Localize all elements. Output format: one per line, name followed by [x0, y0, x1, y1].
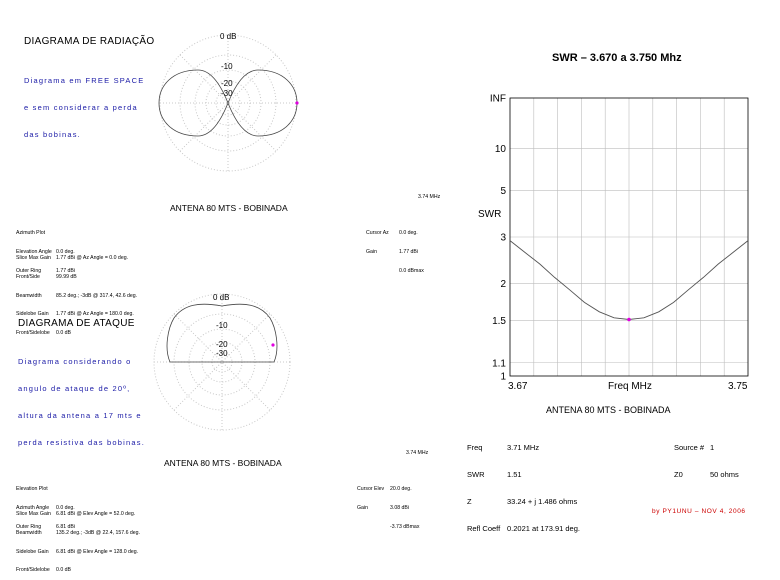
- param-key: Sidelobe Gain: [16, 548, 49, 555]
- param-key: Elevation Angle: [16, 249, 52, 256]
- swr-y-tick-label: 1: [500, 371, 506, 383]
- azimuth-polar-plot: [150, 28, 310, 198]
- param-key: Gain: [366, 249, 377, 256]
- info-value: 0.2021 at 173.91 deg.: [507, 524, 580, 533]
- param-value: 1.77 dBi: [399, 249, 419, 256]
- param-key: Front/Sidelobe: [16, 329, 50, 336]
- radiation-note: [24, 58, 144, 148]
- attack-freq: 3.74 MHz: [406, 450, 429, 456]
- swr-y-tick-label: 1.5: [492, 315, 506, 327]
- param-key: Elevation Plot: [16, 486, 48, 493]
- radiation-plot-title: ANTENA 80 MTS - BOBINADA: [170, 203, 288, 213]
- azimuth-ring-label: -10: [221, 62, 233, 71]
- param-row: [366, 249, 424, 255]
- param-row: [16, 530, 140, 536]
- swr-y-tick-label: 2: [500, 278, 506, 290]
- param-row: [16, 330, 137, 336]
- info-value: 1.51: [507, 470, 522, 479]
- info-row: [467, 524, 580, 533]
- param-key: Gain: [357, 505, 368, 512]
- swr-x-tick-label: 3.75: [728, 381, 748, 392]
- param-key: Outer Ring: [16, 267, 42, 274]
- attack-params-b: [16, 499, 140, 580]
- param-value: 0.0 dBmax: [399, 267, 424, 274]
- param-key: Sidelobe Gain: [16, 311, 49, 318]
- swr-chart-title: ANTENA 80 MTS - BOBINADA: [546, 405, 671, 415]
- swr-y-ticks: [490, 94, 507, 383]
- param-key: Slice Max Gain: [16, 511, 51, 518]
- param-key: Front/Sidelobe: [16, 567, 50, 574]
- info-key: SWR: [467, 470, 485, 479]
- param-value: 85.2 deg.; -3dB @ 317.4, 42.6 deg.: [56, 292, 138, 299]
- info-row: [467, 497, 580, 506]
- param-row: [16, 567, 140, 573]
- azimuth-ring-label: 0 dB: [220, 32, 237, 41]
- param-row: [16, 486, 75, 492]
- elevation-ring-label: -30: [216, 349, 228, 358]
- param-key: Slice Max Gain: [16, 255, 51, 262]
- radiation-note-line: Diagrama em FREE SPACE: [24, 76, 145, 85]
- param-value: 0.0 dB: [56, 329, 71, 336]
- attack-note-line: angulo de ataque de 20º,: [18, 384, 131, 393]
- radiation-heading: DIAGRAMA DE RADIAÇÃO: [24, 36, 155, 47]
- param-row: [16, 549, 140, 555]
- author-credit: by PY1UNU – NOV 4, 2006: [652, 508, 746, 515]
- param-row: [357, 505, 419, 511]
- param-value: 6.81 dBi: [56, 523, 76, 530]
- param-key: Cursor Az: [366, 230, 389, 237]
- azimuth-ring-label: -30: [221, 89, 233, 98]
- param-row: [357, 524, 419, 530]
- info-row: [674, 470, 739, 479]
- swr-y-axis-label: SWR: [478, 209, 502, 220]
- param-key: Azimuth Plot: [16, 230, 46, 237]
- info-value: 50 ohms: [710, 470, 739, 479]
- param-key: Beamwidth: [16, 292, 42, 299]
- param-row: [357, 486, 419, 492]
- swr-cursor-marker: [627, 318, 631, 322]
- swr-y-tick-label: 5: [500, 186, 506, 198]
- param-value: 0.0 deg.: [399, 230, 418, 237]
- attack-heading: DIAGRAMA DE ATAQUE: [18, 318, 135, 329]
- info-key: Z: [467, 497, 472, 506]
- param-row: [16, 230, 75, 236]
- param-key: Azimuth Angle: [16, 505, 50, 512]
- swr-y-tick-label: INF: [489, 93, 506, 105]
- param-key: [357, 524, 390, 530]
- elevation-polar-plot: [150, 288, 310, 458]
- elevation-ring-label: 0 dB: [213, 293, 230, 302]
- swr-grid: [510, 98, 748, 376]
- radiation-cursor: [366, 218, 424, 280]
- info-row: [467, 443, 580, 452]
- param-row: [16, 255, 137, 261]
- param-value: 6.81 dBi @ Elev Angle = 52.0 deg.: [56, 511, 136, 518]
- swr-info-right: [674, 425, 739, 488]
- param-value: 1.77 dBi @ Az Angle = 180.0 deg.: [56, 311, 134, 318]
- info-key: Source #: [674, 443, 705, 452]
- info-key: Freq: [467, 443, 483, 452]
- swr-title: SWR – 3.670 a 3.750 Mhz: [552, 52, 682, 64]
- param-key: [366, 268, 399, 274]
- attack-note-line: perda resistiva das bobinas.: [18, 438, 145, 447]
- param-value: 6.81 dBi @ Elev Angle = 128.0 deg.: [56, 548, 139, 555]
- attack-note-line: altura da antena a 17 mts e: [18, 411, 142, 420]
- attack-plot-title: ANTENA 80 MTS - BOBINADA: [164, 458, 282, 468]
- param-value: 1.77 dBi: [56, 267, 76, 274]
- info-key: Refl Coeff: [467, 524, 501, 533]
- swr-y-tick-label: 3: [500, 232, 506, 244]
- attack-cursor: [357, 474, 419, 536]
- param-value: -3.73 dBmax: [390, 523, 420, 530]
- param-value: 0.0 dB: [56, 567, 71, 574]
- radiation-note-line: e sem considerar a perda: [24, 103, 138, 112]
- swr-y-tick-label: 10: [494, 144, 506, 156]
- attack-note: [18, 339, 145, 456]
- param-value: 1.77 dBi @ Az Angle = 0.0 deg.: [56, 255, 129, 262]
- swr-x-tick-label: 3.67: [508, 381, 528, 392]
- param-row: [366, 268, 424, 274]
- radiation-freq: 3.74 MHz: [418, 194, 441, 200]
- param-row: [16, 511, 140, 517]
- param-row: [16, 311, 137, 317]
- param-row: [16, 293, 137, 299]
- param-key: Cursor Elev: [357, 486, 385, 493]
- attack-note-line: Diagrama considerando o: [18, 357, 132, 366]
- radiation-note-line: das bobinas.: [24, 130, 81, 139]
- param-value: 3.08 dBi: [390, 505, 410, 512]
- param-value: 20.0 deg.: [390, 486, 412, 493]
- param-value: 135.2 deg.; -3dB @ 22.4, 157.6 deg.: [56, 530, 141, 537]
- info-row: [467, 470, 580, 479]
- info-value: 3.71 MHz: [507, 443, 540, 452]
- param-value: 0.0 deg.: [56, 505, 75, 512]
- swr-x-axis-label: Freq MHz: [608, 381, 652, 392]
- param-row: [16, 274, 137, 280]
- azimuth-cursor-marker: [295, 101, 298, 104]
- info-key: Z0: [674, 470, 683, 479]
- info-row: [674, 443, 739, 452]
- swr-y-tick-label: 1.1: [492, 358, 506, 370]
- param-key: Outer Ring: [16, 523, 42, 530]
- param-value: 99.99 dB: [56, 274, 77, 281]
- param-key: Beamwidth: [16, 530, 42, 537]
- param-key: Front/Side: [16, 274, 40, 281]
- param-row: [366, 230, 424, 236]
- param-value: 0.0 deg.: [56, 249, 75, 256]
- elevation-cursor-marker: [271, 343, 274, 346]
- elevation-ring-label: -20: [216, 340, 228, 349]
- info-value: 33.24 + j 1.486 ohms: [507, 497, 578, 506]
- swr-chart: [470, 86, 760, 396]
- swr-info-left: [467, 425, 580, 542]
- elevation-ring-label: -10: [216, 321, 228, 330]
- azimuth-ring-label: -20: [221, 79, 233, 88]
- info-value: 1: [710, 443, 715, 452]
